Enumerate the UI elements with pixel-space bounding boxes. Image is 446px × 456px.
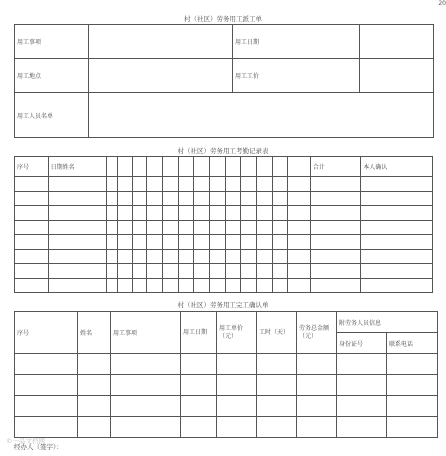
attendance-cell[interactable] xyxy=(147,177,163,192)
attendance-cell[interactable] xyxy=(118,264,133,279)
attendance-cell[interactable] xyxy=(178,191,194,206)
completion-cell[interactable] xyxy=(297,417,337,438)
attendance-cell[interactable] xyxy=(162,264,178,279)
attendance-cell[interactable] xyxy=(288,264,310,279)
attendance-row xyxy=(15,206,433,221)
attendance-cell[interactable] xyxy=(118,278,133,293)
attendance-cell[interactable] xyxy=(209,235,225,250)
attendance-cell[interactable] xyxy=(194,191,210,206)
att-day-cell xyxy=(106,157,117,177)
attendance-cell[interactable] xyxy=(15,264,49,279)
page-number: 20 xyxy=(438,0,446,7)
attendance-cell[interactable] xyxy=(106,249,117,264)
col-info: 附劳务人员信息 xyxy=(337,312,438,333)
att-day-cell xyxy=(241,157,257,177)
attendance-cell[interactable] xyxy=(272,191,288,206)
attendance-cell[interactable] xyxy=(118,220,133,235)
form1-title: 村（社区）劳务用工派工单 xyxy=(184,15,262,23)
attendance-cell[interactable] xyxy=(194,206,210,221)
work-place-label: 用工地点 xyxy=(15,59,89,93)
work-item-field[interactable] xyxy=(89,25,233,59)
attendance-cell[interactable] xyxy=(225,264,241,279)
attendance-cell[interactable] xyxy=(361,177,433,192)
completion-cell[interactable] xyxy=(15,375,78,396)
attendance-cell[interactable] xyxy=(15,220,49,235)
attendance-cell[interactable] xyxy=(272,235,288,250)
attendance-cell[interactable] xyxy=(209,278,225,293)
completion-cell[interactable] xyxy=(297,354,337,375)
att-col-total: 合计 xyxy=(310,157,360,177)
attendance-cell[interactable] xyxy=(162,220,178,235)
attendance-cell[interactable] xyxy=(48,177,106,192)
completion-cell[interactable] xyxy=(337,375,387,396)
attendance-cell[interactable] xyxy=(48,235,106,250)
attendance-cell[interactable] xyxy=(257,220,273,235)
attendance-cell[interactable] xyxy=(361,264,433,279)
attendance-cell[interactable] xyxy=(361,220,433,235)
completion-cell[interactable] xyxy=(111,396,181,417)
completion-cell[interactable] xyxy=(78,354,111,375)
attendance-cell[interactable] xyxy=(272,278,288,293)
attendance-cell[interactable] xyxy=(178,264,194,279)
attendance-cell[interactable] xyxy=(288,220,310,235)
attendance-cell[interactable] xyxy=(194,278,210,293)
attendance-cell[interactable] xyxy=(147,278,163,293)
attendance-cell[interactable] xyxy=(310,249,360,264)
att-day-cell xyxy=(178,157,194,177)
attendance-cell[interactable] xyxy=(272,220,288,235)
att-day-cell xyxy=(209,157,225,177)
attendance-cell[interactable] xyxy=(48,206,106,221)
attendance-cell[interactable] xyxy=(15,206,49,221)
attendance-row xyxy=(15,220,433,235)
completion-cell[interactable] xyxy=(337,417,387,438)
work-date-label: 用工日期 xyxy=(233,25,360,59)
attendance-cell[interactable] xyxy=(257,264,273,279)
completion-cell[interactable] xyxy=(111,354,181,375)
attendance-cell[interactable] xyxy=(194,264,210,279)
attendance-cell[interactable] xyxy=(310,177,360,192)
attendance-cell[interactable] xyxy=(288,249,310,264)
attendance-cell[interactable] xyxy=(162,249,178,264)
attendance-cell[interactable] xyxy=(48,249,106,264)
attendance-cell[interactable] xyxy=(178,249,194,264)
attendance-row xyxy=(15,264,433,279)
attendance-row xyxy=(15,249,433,264)
completion-cell[interactable] xyxy=(257,396,297,417)
attendance-cell[interactable] xyxy=(118,235,133,250)
attendance-cell[interactable] xyxy=(310,206,360,221)
completion-cell[interactable] xyxy=(181,417,217,438)
attendance-cell[interactable] xyxy=(147,206,163,221)
attendance-cell[interactable] xyxy=(48,220,106,235)
attendance-cell[interactable] xyxy=(225,206,241,221)
attendance-cell[interactable] xyxy=(118,177,133,192)
attendance-cell[interactable] xyxy=(132,235,147,250)
form3-title: 村（社区）劳务用工完工确认单 xyxy=(177,301,269,309)
attendance-cell[interactable] xyxy=(272,249,288,264)
attendance-cell[interactable] xyxy=(178,235,194,250)
completion-cell[interactable] xyxy=(387,354,438,375)
attendance-cell[interactable] xyxy=(106,278,117,293)
attendance-cell[interactable] xyxy=(241,235,257,250)
completion-cell[interactable] xyxy=(181,375,217,396)
attendance-cell[interactable] xyxy=(241,177,257,192)
attendance-cell[interactable] xyxy=(310,220,360,235)
completion-cell[interactable] xyxy=(78,417,111,438)
att-col-no: 序号 xyxy=(15,157,49,177)
attendance-cell[interactable] xyxy=(15,191,49,206)
att-day-cell xyxy=(225,157,241,177)
attendance-cell[interactable] xyxy=(209,206,225,221)
attendance-cell[interactable] xyxy=(257,206,273,221)
work-price-label: 用工工价 xyxy=(233,59,360,93)
attendance-cell[interactable] xyxy=(178,177,194,192)
attendance-cell[interactable] xyxy=(272,264,288,279)
attendance-row xyxy=(15,191,433,206)
attendance-cell[interactable] xyxy=(162,177,178,192)
col-no: 序号 xyxy=(15,312,78,354)
attendance-cell[interactable] xyxy=(241,220,257,235)
attendance-cell[interactable] xyxy=(147,249,163,264)
attendance-cell[interactable] xyxy=(361,206,433,221)
attendance-cell[interactable] xyxy=(106,177,117,192)
attendance-cell[interactable] xyxy=(241,206,257,221)
attendance-cell[interactable] xyxy=(48,191,106,206)
completion-cell[interactable] xyxy=(181,354,217,375)
completion-cell[interactable] xyxy=(257,354,297,375)
completion-cell[interactable] xyxy=(111,417,181,438)
attendance-cell[interactable] xyxy=(310,278,360,293)
attendance-cell[interactable] xyxy=(310,235,360,250)
attendance-cell[interactable] xyxy=(106,191,117,206)
attendance-header-row xyxy=(15,157,433,177)
attendance-cell[interactable] xyxy=(225,191,241,206)
att-col-date-name: 日期姓名 xyxy=(48,157,106,177)
attendance-row xyxy=(15,177,433,192)
worker-list-field[interactable] xyxy=(89,93,434,138)
attendance-cell[interactable] xyxy=(132,191,147,206)
attendance-cell[interactable] xyxy=(225,249,241,264)
completion-cell[interactable] xyxy=(257,375,297,396)
attendance-cell[interactable] xyxy=(106,264,117,279)
completion-cell[interactable] xyxy=(217,396,257,417)
attendance-cell[interactable] xyxy=(272,177,288,192)
completion-cell[interactable] xyxy=(217,417,257,438)
attendance-cell[interactable] xyxy=(178,206,194,221)
completion-cell[interactable] xyxy=(15,396,78,417)
col-days: 用工日期 xyxy=(181,312,217,354)
completion-cell[interactable] xyxy=(15,354,78,375)
completion-row xyxy=(15,417,438,438)
attendance-cell[interactable] xyxy=(361,249,433,264)
attendance-cell[interactable] xyxy=(118,206,133,221)
col-id: 身份证号 xyxy=(337,333,387,354)
att-col-confirm: 本人确认 xyxy=(361,157,433,177)
attendance-cell[interactable] xyxy=(288,206,310,221)
att-day-cell xyxy=(288,157,310,177)
att-day-cell xyxy=(132,157,147,177)
attendance-cell[interactable] xyxy=(118,249,133,264)
attendance-cell[interactable] xyxy=(257,191,273,206)
attendance-cell[interactable] xyxy=(132,249,147,264)
attendance-cell[interactable] xyxy=(257,249,273,264)
attendance-cell[interactable] xyxy=(209,191,225,206)
completion-cell[interactable] xyxy=(217,375,257,396)
attendance-cell[interactable] xyxy=(147,235,163,250)
attendance-cell[interactable] xyxy=(194,177,210,192)
att-day-cell xyxy=(272,157,288,177)
attendance-cell[interactable] xyxy=(106,206,117,221)
completion-row xyxy=(15,354,438,375)
attendance-cell[interactable] xyxy=(209,249,225,264)
attendance-cell[interactable] xyxy=(178,220,194,235)
completion-cell[interactable] xyxy=(78,396,111,417)
attendance-cell[interactable] xyxy=(48,264,106,279)
attendance-cell[interactable] xyxy=(241,264,257,279)
completion-row xyxy=(15,396,438,417)
attendance-cell[interactable] xyxy=(178,278,194,293)
completion-row xyxy=(15,375,438,396)
attendance-cell[interactable] xyxy=(194,220,210,235)
completion-cell[interactable] xyxy=(111,375,181,396)
attendance-cell[interactable] xyxy=(147,191,163,206)
attendance-cell[interactable] xyxy=(132,264,147,279)
work-date-field[interactable] xyxy=(360,25,434,59)
att-day-cell xyxy=(194,157,210,177)
attendance-cell[interactable] xyxy=(225,177,241,192)
attendance-cell[interactable] xyxy=(225,235,241,250)
attendance-cell[interactable] xyxy=(132,278,147,293)
completion-cell[interactable] xyxy=(217,354,257,375)
attendance-cell[interactable] xyxy=(147,220,163,235)
attendance-cell[interactable] xyxy=(225,220,241,235)
attendance-cell[interactable] xyxy=(132,220,147,235)
attendance-cell[interactable] xyxy=(162,206,178,221)
completion-cell[interactable] xyxy=(337,354,387,375)
attendance-cell[interactable] xyxy=(257,235,273,250)
completion-cell[interactable] xyxy=(337,396,387,417)
attendance-cell[interactable] xyxy=(118,191,133,206)
attendance-cell[interactable] xyxy=(132,177,147,192)
work-place-field[interactable] xyxy=(89,59,233,93)
attendance-cell[interactable] xyxy=(162,235,178,250)
att-day-cell xyxy=(147,157,163,177)
col-item: 用工事项 xyxy=(111,312,181,354)
completion-cell[interactable] xyxy=(387,375,438,396)
handler-signature: 经办人（签字）： xyxy=(14,443,63,451)
completion-cell[interactable] xyxy=(297,375,337,396)
completion-cell[interactable] xyxy=(387,396,438,417)
attendance-cell[interactable] xyxy=(361,191,433,206)
attendance-cell[interactable] xyxy=(15,235,49,250)
attendance-cell[interactable] xyxy=(288,191,310,206)
col-hours: 工时（天） xyxy=(257,312,297,354)
col-price: 用工单价（元） xyxy=(217,312,257,354)
col-phone: 联系电话 xyxy=(387,333,438,354)
attendance-cell[interactable] xyxy=(162,191,178,206)
worker-list-label: 用工人员名单 xyxy=(15,93,89,138)
attendance-cell[interactable] xyxy=(310,191,360,206)
attendance-cell[interactable] xyxy=(106,220,117,235)
work-price-field[interactable] xyxy=(360,59,434,93)
attendance-table xyxy=(14,156,433,293)
attendance-cell[interactable] xyxy=(288,235,310,250)
attendance-cell[interactable] xyxy=(194,235,210,250)
col-total: 劳务总金额（元） xyxy=(297,312,337,354)
completion-cell[interactable] xyxy=(78,375,111,396)
watermark: ©一品文档网 xyxy=(6,437,45,445)
attendance-cell[interactable] xyxy=(15,177,49,192)
completion-cell[interactable] xyxy=(181,396,217,417)
attendance-cell[interactable] xyxy=(15,278,49,293)
attendance-cell[interactable] xyxy=(48,278,106,293)
attendance-cell[interactable] xyxy=(241,249,257,264)
attendance-cell[interactable] xyxy=(106,235,117,250)
attendance-cell[interactable] xyxy=(132,206,147,221)
work-item-label: 用工事项 xyxy=(15,25,89,59)
completion-cell[interactable] xyxy=(387,417,438,438)
attendance-cell[interactable] xyxy=(361,235,433,250)
attendance-cell[interactable] xyxy=(272,206,288,221)
att-day-cell xyxy=(257,157,273,177)
attendance-cell[interactable] xyxy=(147,264,163,279)
attendance-cell[interactable] xyxy=(310,264,360,279)
attendance-row xyxy=(15,278,433,293)
attendance-cell[interactable] xyxy=(288,177,310,192)
dispatch-form-table xyxy=(14,24,434,138)
attendance-cell[interactable] xyxy=(241,278,257,293)
attendance-cell[interactable] xyxy=(257,278,273,293)
attendance-cell[interactable] xyxy=(209,220,225,235)
completion-cell[interactable] xyxy=(257,417,297,438)
completion-table xyxy=(14,311,438,438)
att-day-cell xyxy=(118,157,133,177)
completion-cell[interactable] xyxy=(297,396,337,417)
completion-cell[interactable] xyxy=(15,417,78,438)
attendance-cell[interactable] xyxy=(361,278,433,293)
col-name: 姓名 xyxy=(78,312,111,354)
attendance-cell[interactable] xyxy=(257,177,273,192)
attendance-row xyxy=(15,235,433,250)
attendance-cell[interactable] xyxy=(209,177,225,192)
attendance-cell[interactable] xyxy=(225,278,241,293)
attendance-cell[interactable] xyxy=(209,264,225,279)
attendance-cell[interactable] xyxy=(241,191,257,206)
attendance-cell[interactable] xyxy=(15,249,49,264)
attendance-cell[interactable] xyxy=(288,278,310,293)
form2-title: 村（社区）劳务用工考勤记录表 xyxy=(177,147,269,155)
attendance-cell[interactable] xyxy=(194,249,210,264)
attendance-cell[interactable] xyxy=(162,278,178,293)
att-day-cell xyxy=(162,157,178,177)
